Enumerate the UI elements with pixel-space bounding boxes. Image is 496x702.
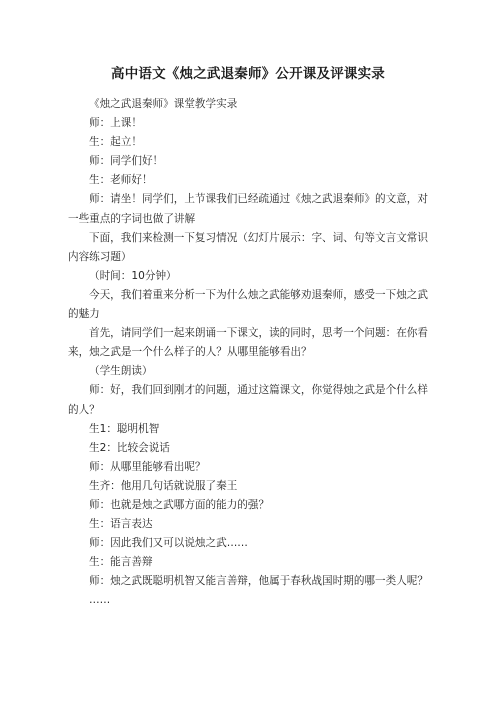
paragraph: 生：起立！ — [89, 136, 142, 149]
paragraph: （学生朗读） — [89, 365, 153, 378]
paragraph: 首先，请同学们一起来朗诵一下课文，读的同时，思考一个问题：在你看来，烛之武是一个什么样子的人？从哪里能够看出？ — [68, 327, 428, 359]
paragraph: 生：语言表达 — [89, 518, 153, 531]
paragraph: 师：上课！ — [89, 117, 142, 130]
paragraph: 师：从哪里能够看出呢？ — [89, 460, 206, 473]
paragraph: 师：同学们好！ — [89, 155, 164, 168]
paragraph: 生1：聪明机智 — [89, 422, 160, 435]
paragraph: 师：也就是烛之武哪方面的能力的强？ — [89, 498, 270, 511]
paragraph: …… — [89, 594, 111, 607]
paragraph: 师：烛之武既聪明机智又能言善辩，他属于春秋战国时期的哪一类人呢？ — [89, 575, 428, 588]
paragraph: 今天，我们着重来分析一下为什么烛之武能够劝退秦师，感受一下烛之武的魅力 — [68, 288, 428, 321]
paragraph: 生：能言善辩 — [89, 556, 153, 569]
paragraph: 师：请坐！同学们，上节课我们已经疏通过《烛之武退秦师》的文意，对一些重点的字词也做了讲解 — [68, 193, 428, 225]
paragraph: 下面，我们来检测一下复习情况（幻灯片展示：字、词、句等文言文常识内容练习题） — [68, 231, 428, 263]
document-body — [68, 95, 430, 611]
paragraph: 生2：比较会说话 — [89, 441, 170, 454]
paragraph: （时间：10分钟） — [89, 269, 177, 282]
paragraph: 师：因此我们又可以说烛之武…… — [89, 537, 248, 550]
paragraph: 生：老师好！ — [89, 174, 153, 187]
paragraph: 师：好，我们回到刚才的问题，通过这篇课文，你觉得烛之武是个什么样的人？ — [68, 384, 428, 416]
paragraph: 生齐：他用几句话就说服了秦王 — [89, 479, 238, 492]
paragraph: 《烛之武退秦师》课堂教学实录 — [89, 98, 238, 110]
document-title: 高中语文《烛之武退秦师》公开课及评课实录 — [111, 66, 385, 82]
